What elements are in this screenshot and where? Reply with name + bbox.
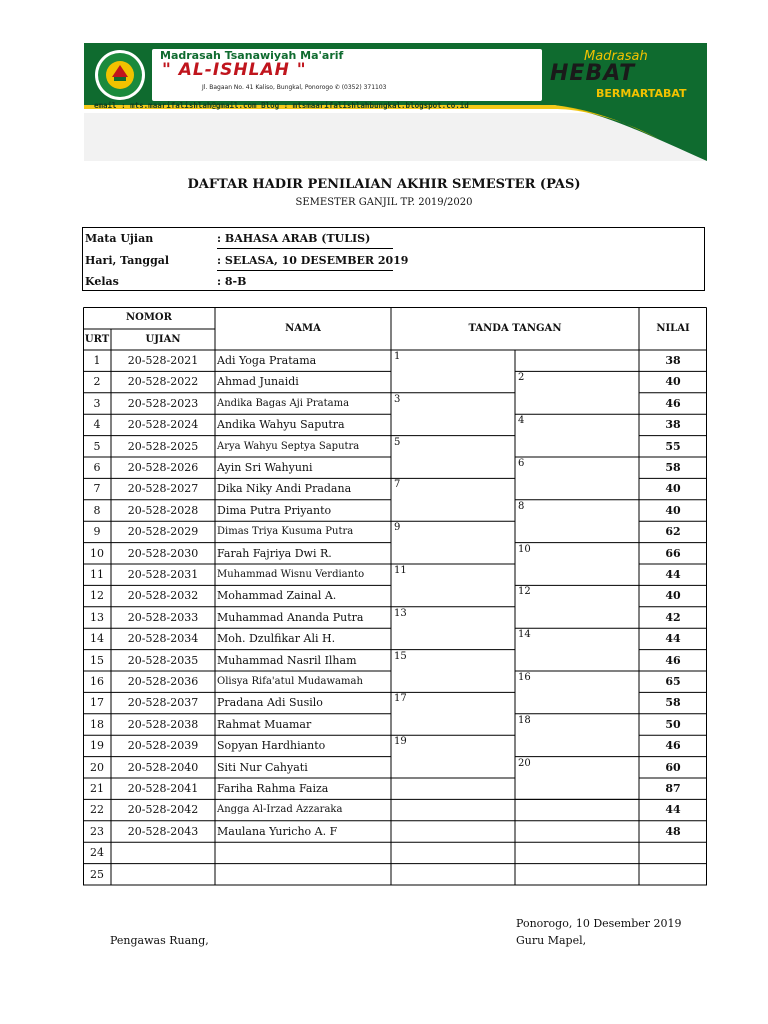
cell-nama: Fariha Rahma Faiza xyxy=(217,782,329,795)
signature-slot-number: 2 xyxy=(518,372,525,384)
signature-slot-number: 13 xyxy=(394,607,407,619)
date-value: : SELASA, 10 DESEMBER 2019 xyxy=(217,254,409,267)
school-logo-icon xyxy=(95,50,145,100)
cell-nama: Siti Nur Cahyati xyxy=(217,760,308,774)
cell-ujian: 20-528-2043 xyxy=(127,824,199,838)
cell-nama: Andika Bagas Aji Pratama xyxy=(217,397,350,409)
document-title: DAFTAR HADIR PENILAIAN AKHIR SEMESTER (PAS) xyxy=(187,177,581,192)
cell-nilai: 46 xyxy=(665,739,681,753)
cell-urt: 7 xyxy=(93,482,101,496)
info-row-class xyxy=(83,272,704,292)
info-row-date xyxy=(83,251,704,271)
cell-ujian: 20-528-2028 xyxy=(127,503,199,517)
cell-nama: Adi Yoga Pratama xyxy=(217,354,317,367)
signature-slot-number: 4 xyxy=(518,415,525,427)
cell-nilai: 42 xyxy=(665,610,681,624)
cell-nilai: 60 xyxy=(665,760,681,774)
cell-urt: 1 xyxy=(93,354,101,367)
header-nama: NAMA xyxy=(285,323,321,334)
cell-nilai: 58 xyxy=(665,696,681,710)
signature-slot-number: 6 xyxy=(518,458,525,469)
school-address: Jl. Bagaan No. 41 Kaliso, Bungkal, Ponorogo ✆ (0352) 371103 xyxy=(202,84,387,91)
cell-nama: Rahmat Muamar xyxy=(217,717,312,731)
cell-nilai: 48 xyxy=(665,824,681,838)
signature-slot-number: 3 xyxy=(394,393,401,405)
cell-urt: 8 xyxy=(93,503,101,517)
cell-ujian: 20-528-2036 xyxy=(127,675,199,688)
date-label: Hari, Tanggal xyxy=(85,254,170,267)
cell-urt: 11 xyxy=(90,568,104,581)
cell-nama: Muhammad Nasril Ilham xyxy=(217,653,357,667)
cell-nilai: 38 xyxy=(665,354,681,367)
cell-nama: Andika Wahyu Saputra xyxy=(217,418,345,432)
cell-urt: 17 xyxy=(90,696,104,710)
cell-ujian: 20-528-2034 xyxy=(127,632,199,646)
cell-ujian: 20-528-2032 xyxy=(127,589,199,603)
slogan-mid: HEBAT xyxy=(550,61,636,86)
cell-nama: Dima Putra Priyanto xyxy=(217,503,332,517)
signature-slot-number: 5 xyxy=(394,436,401,448)
signature-slot-number: 11 xyxy=(394,565,407,576)
cell-urt: 25 xyxy=(90,867,104,881)
cell-urt: 10 xyxy=(90,546,104,560)
header-urt: URT xyxy=(84,334,110,345)
signature-slot-number: 14 xyxy=(518,629,531,641)
cell-ujian: 20-528-2025 xyxy=(127,439,199,453)
cell-urt: 3 xyxy=(93,396,101,410)
cell-nilai: 40 xyxy=(665,503,681,517)
cell-nama: Ayin Sri Wahyuni xyxy=(217,461,313,474)
signature-slot-number: 1 xyxy=(394,351,401,362)
header-tanda-tangan: TANDA TANGAN xyxy=(468,323,562,334)
header-ujian: UJIAN xyxy=(145,334,181,345)
attendance-table xyxy=(83,307,707,886)
cell-urt: 6 xyxy=(93,461,101,474)
info-underline xyxy=(217,248,393,249)
cell-ujian: 20-528-2024 xyxy=(127,418,199,432)
slogan-top: Madrasah xyxy=(584,49,648,64)
signature-slot-number: 10 xyxy=(518,543,531,555)
cell-ujian: 20-528-2023 xyxy=(127,396,199,410)
cell-nama: Dimas Triya Kusuma Putra xyxy=(217,526,354,538)
exam-info-box xyxy=(82,227,705,291)
school-letterhead xyxy=(84,43,707,161)
cell-ujian: 20-528-2033 xyxy=(127,610,199,624)
proctor-label: Pengawas Ruang, xyxy=(110,934,209,947)
slogan-bottom: BERMARTABAT xyxy=(596,87,687,100)
signature-slot-number: 19 xyxy=(394,736,407,748)
cell-ujian: 20-528-2029 xyxy=(127,525,199,539)
cell-nilai: 38 xyxy=(665,418,681,432)
cell-urt: 22 xyxy=(90,803,104,817)
cell-nilai: 40 xyxy=(665,375,681,389)
cell-urt: 5 xyxy=(93,439,101,453)
cell-ujian: 20-528-2022 xyxy=(127,375,199,389)
cell-ujian: 20-528-2042 xyxy=(127,803,199,817)
cell-nilai: 58 xyxy=(665,461,681,474)
cell-ujian: 20-528-2027 xyxy=(127,482,199,496)
cell-urt: 18 xyxy=(90,717,104,731)
cell-urt: 9 xyxy=(93,525,101,539)
cell-nilai: 50 xyxy=(665,717,681,731)
cell-urt: 2 xyxy=(93,375,101,389)
cell-urt: 15 xyxy=(90,653,104,667)
signature-slot-number: 15 xyxy=(394,650,407,662)
cell-nama: Moh. Dzulfikar Ali H. xyxy=(217,632,336,646)
cell-nama: Arya Wahyu Septya Saputra xyxy=(217,440,360,452)
cell-nama: Farah Fajriya Dwi R. xyxy=(217,546,332,560)
cell-urt: 4 xyxy=(93,418,101,432)
cell-ujian: 20-528-2030 xyxy=(127,546,199,560)
cell-urt: 12 xyxy=(90,589,104,603)
signature-slot-number: 9 xyxy=(394,522,401,534)
cell-nama: Pradana Adi Susilo xyxy=(217,696,323,710)
header-nilai: NILAI xyxy=(656,323,690,334)
cell-nilai: 65 xyxy=(665,675,681,688)
signature-slot-number: 8 xyxy=(518,500,525,512)
signature-slot-number: 17 xyxy=(394,693,407,705)
cell-ujian: 20-528-2039 xyxy=(127,739,199,753)
cell-nama: Dika Niky Andi Pradana xyxy=(217,482,352,496)
signature-slot-number: 12 xyxy=(518,586,531,598)
cell-nilai: 46 xyxy=(665,396,681,410)
header-nomor: NOMOR xyxy=(126,312,172,323)
cell-nama: Angga Al-Irzad Azzaraka xyxy=(217,804,343,816)
cell-urt: 20 xyxy=(90,760,104,774)
cell-nama: Muhammad Wisnu Verdianto xyxy=(217,569,365,580)
cell-urt: 13 xyxy=(90,610,104,624)
signature-slot-number: 16 xyxy=(518,672,531,683)
cell-ujian: 20-528-2038 xyxy=(127,717,199,731)
cell-urt: 23 xyxy=(90,824,104,838)
subject-value: : BAHASA ARAB (TULIS) xyxy=(217,232,371,245)
cell-urt: 16 xyxy=(90,675,104,688)
cell-nama: Muhammad Ananda Putra xyxy=(217,610,364,624)
place-date: Ponorogo, 10 Desember 2019 xyxy=(516,917,682,930)
cell-urt: 21 xyxy=(90,782,104,795)
cell-ujian: 20-528-2031 xyxy=(127,568,199,581)
cell-nilai: 62 xyxy=(665,525,681,539)
teacher-label: Guru Mapel, xyxy=(516,934,587,947)
cell-nilai: 40 xyxy=(665,589,681,603)
school-contact: email : mts.maarifalishlah@gmail.com Blog : mtsmaarifalishlahbungkal.blogspot.co.id xyxy=(94,101,469,110)
subject-label: Mata Ujian xyxy=(85,232,154,245)
document-subtitle: SEMESTER GANJIL TP. 2019/2020 xyxy=(295,197,473,208)
cell-nama: Mohammad Zainal A. xyxy=(217,589,337,603)
signature-slot-number: 18 xyxy=(518,714,531,726)
signature-slot-number: 20 xyxy=(518,757,531,769)
cell-nama: Maulana Yuricho A. F xyxy=(217,824,338,838)
cell-ujian: 20-528-2021 xyxy=(127,354,199,367)
cell-ujian: 20-528-2026 xyxy=(127,461,199,474)
cell-nama: Olisya Rifa'atul Mudawamah xyxy=(217,676,363,687)
cell-nama: Ahmad Junaidi xyxy=(217,375,299,389)
cell-nilai: 46 xyxy=(665,653,681,667)
info-row-subject xyxy=(83,229,704,249)
cell-urt: 14 xyxy=(90,632,104,646)
cell-ujian: 20-528-2035 xyxy=(127,653,199,667)
cell-nilai: 55 xyxy=(665,439,681,453)
cell-nama: Sopyan Hardhianto xyxy=(217,739,326,753)
cell-urt: 19 xyxy=(90,739,104,753)
school-prefix: Madrasah Tsanawiyah Ma'arif xyxy=(160,49,344,62)
cell-ujian: 20-528-2041 xyxy=(127,782,199,795)
cell-ujian: 20-528-2037 xyxy=(127,696,199,710)
class-value: : 8-B xyxy=(217,275,247,288)
cell-nilai: 44 xyxy=(665,803,681,817)
class-label: Kelas xyxy=(85,275,119,288)
cell-nilai: 44 xyxy=(665,632,681,646)
cell-ujian: 20-528-2040 xyxy=(127,760,199,774)
cell-nilai: 40 xyxy=(665,482,681,496)
cell-urt: 24 xyxy=(90,846,104,860)
cell-nilai: 66 xyxy=(665,546,681,560)
signature-slot-number: 7 xyxy=(394,479,401,491)
cell-nilai: 44 xyxy=(665,568,681,581)
info-underline xyxy=(217,270,393,271)
cell-nilai: 87 xyxy=(665,782,681,795)
school-name: " AL-ISHLAH " xyxy=(162,60,307,80)
